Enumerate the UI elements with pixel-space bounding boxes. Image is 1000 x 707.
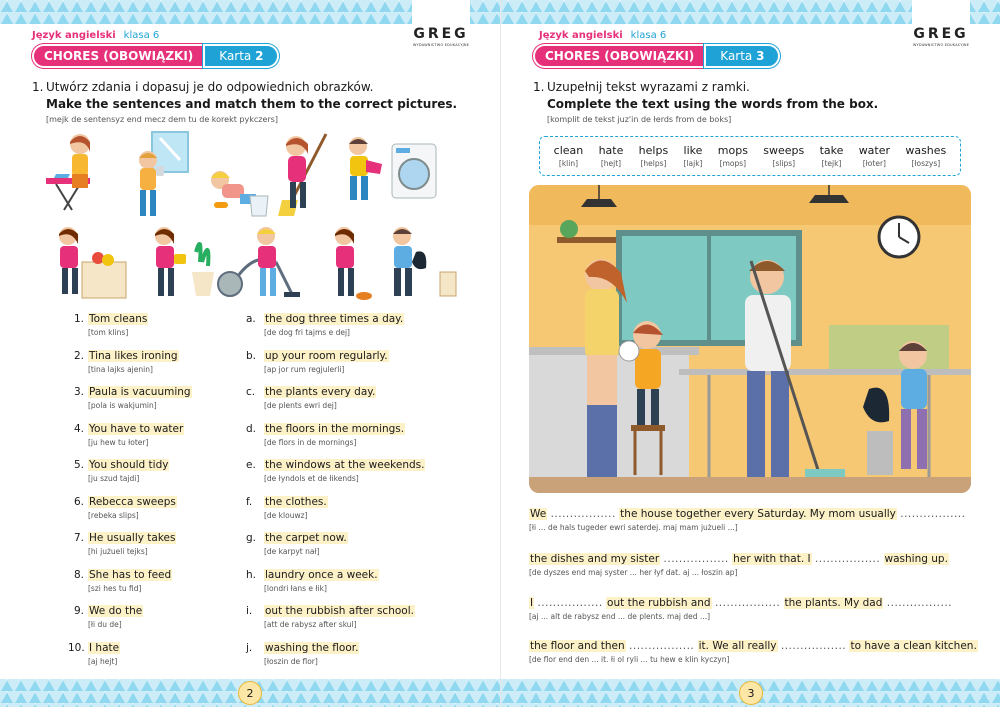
task-phonetic: [mejk de sentensyz end mecz dem tu de korekt pykczers]: [46, 115, 278, 124]
word-clean: clean [klin]: [553, 144, 584, 168]
word-sweeps: sweeps [slips]: [763, 144, 805, 168]
subject-label: Język angielski: [32, 30, 116, 41]
list-item: 10. I hate [aj hejt] j. washing the floor. [łoszin de flor]: [68, 641, 359, 666]
task-pl: Uzupełnij tekst wyrazami z ramki.: [547, 80, 750, 94]
task-number: 1.: [533, 80, 545, 94]
word-take: take [tejk]: [819, 144, 844, 168]
card-header: [533, 30, 780, 70]
greg-logo: GREG WYDAWNICTWO EDUKACYJNE: [912, 0, 970, 72]
task-number: 1.: [32, 80, 44, 94]
page-right: [500, 0, 1000, 707]
list-item: 1. Tom cleans [tom klins] a. the dog three times a day. [de dog fri tajms e dej]: [73, 313, 404, 337]
list-item: 7. He usually takes [hi jużueli tejks] g. the carpet now. [de karpyt nał]: [73, 532, 347, 556]
girl-scrubbing-floor-illustration: [200, 158, 270, 220]
boy-cleaning-window-illustration: [130, 130, 190, 220]
page-number: 3: [739, 681, 763, 705]
word-mops: mops [mops]: [717, 144, 748, 168]
word-hate: hate [hejt]: [598, 144, 624, 168]
chore-illustrations: [42, 130, 462, 302]
girl-ironing-illustration: [42, 130, 104, 212]
list-item: 3. Paula is vacuuming [pola is wakjumin] c. the plants every day. [de plents ewri dej]: [73, 386, 376, 410]
list-item: 5. You should tidy [ju szud tajdi] e. the windows at the weekends. [de łyndols et de łikends]: [73, 459, 425, 483]
gap-line-4: the floor and then ................. it. We all really ................. to have a clean kitchen. [de flor end den ... it. łi ol ryli ... tu hew e klin kyczyn]: [529, 640, 977, 664]
greg-logo: GREG WYDAWNICTWO EDUKACYJNE: [412, 0, 470, 72]
topic-pill: CHORES (OBOWIĄZKI): [533, 44, 706, 68]
girl-tidying-toys-illustration: [42, 222, 128, 302]
word-washes: washes [łoszys]: [905, 144, 947, 168]
gap-line-3: I ................. out the rubbish and ................. the plants. My dad ................. [aj ... alt de rabysz end ... de plents. maj ded ...]: [529, 597, 953, 621]
page-number: 2: [238, 681, 262, 705]
list-item: 9. We do the [łi du de] i. out the rubbish after school. [att de rabysz after skul]: [73, 605, 414, 629]
girl-watering-plants-illustration: [138, 222, 218, 302]
list-item: 2. Tina likes ironing [tina lajks ajenin] b. up your room regularly. [ap jor rum regjulerli]: [73, 349, 388, 374]
task-instructions: [533, 80, 973, 124]
task-phonetic: [komplit de tekst juz'in de łerds from de boks]: [547, 115, 732, 124]
list-item: 6. Rebecca sweeps [rebeka slips] f. the clothes. [de klouwz]: [73, 495, 327, 520]
word-like: like [lajk]: [683, 144, 703, 168]
gap-line-2: the dishes and my sister ................. her with that. I ................. washing up. [de dyszes end maj syster ... her łyf dat. aj ... łoszin ap]: [529, 553, 948, 577]
card-header: [32, 30, 279, 70]
grade-label: klasa 6: [123, 30, 160, 41]
word-helps: helps [helps]: [638, 144, 669, 168]
girl-vacuuming-illustration: [216, 222, 304, 302]
kitchen-family-illustration: [529, 185, 971, 493]
boy-laundry-illustration: [338, 130, 438, 210]
subject-label: Język angielski: [539, 30, 623, 41]
task-en: Make the sentences and match them to the correct pictures.: [46, 97, 458, 111]
topic-pill: CHORES (OBOWIĄZKI): [32, 44, 205, 68]
word-box: [539, 136, 961, 176]
girl-sweeping-illustration: [268, 130, 328, 220]
card-pill: Karta 3: [704, 44, 780, 68]
word-water: water [łoter]: [858, 144, 891, 168]
task-en: Complete the text using the words from the box.: [547, 97, 879, 111]
girl-feeding-dog-illustration: [324, 222, 374, 302]
list-item: 4. You have to water [ju hew tu łoter] d. the floors in the mornings. [de flors in de mornings]: [73, 422, 405, 447]
card-pill: Karta 2: [203, 44, 279, 68]
list-item: 8. She has to feed [szi hes tu fid] h. laundry once a week. [londri łans e łik]: [73, 568, 378, 593]
gap-line-1: We ................. the house together every Saturday. My mom usually ................. [łi ... de hals tugeder ewri saterdej. maj mam jużueli ...]: [529, 508, 966, 532]
boy-taking-out-rubbish-illustration: [382, 222, 462, 302]
task-instructions: [32, 80, 472, 124]
task-pl: Utwórz zdania i dopasuj je do odpowiednich obrazków.: [46, 80, 374, 94]
matching-exercise: [68, 313, 478, 678]
grade-label: klasa 6: [630, 30, 667, 41]
